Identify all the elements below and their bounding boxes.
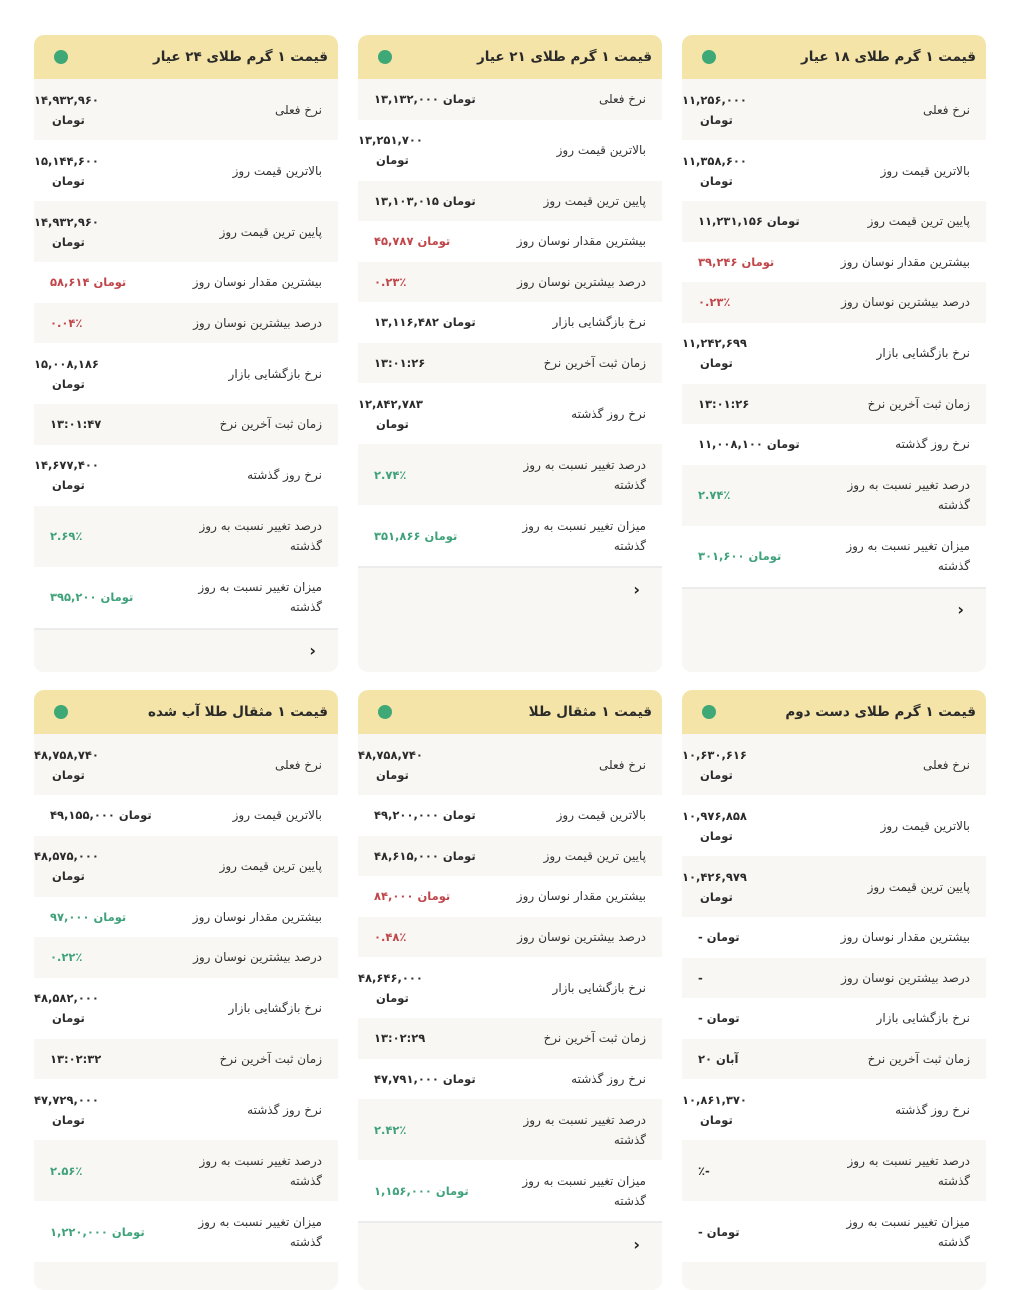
row-value bbox=[34, 455, 164, 495]
value-text: ۱۳,۱۱۶,۴۸۲ تومان bbox=[374, 315, 476, 330]
row-label: درصد تغییر نسبت به روز گذشته bbox=[847, 478, 970, 512]
table-row bbox=[358, 1099, 662, 1160]
table-row bbox=[34, 795, 338, 836]
card-header bbox=[682, 35, 986, 79]
table-row bbox=[682, 384, 986, 425]
table-row bbox=[34, 201, 338, 262]
table-row bbox=[34, 1201, 338, 1262]
value-text: ۴۹,۱۵۵,۰۰۰ تومان bbox=[50, 808, 152, 823]
table-row bbox=[682, 998, 986, 1039]
card-header bbox=[34, 690, 338, 734]
card-title: قیمت ۱ مثقال طلا آب شده bbox=[147, 704, 328, 720]
row-value bbox=[34, 151, 164, 191]
card-footer bbox=[358, 566, 662, 610]
table-row bbox=[34, 506, 338, 567]
table-row bbox=[34, 734, 338, 795]
row-value bbox=[682, 1161, 812, 1181]
table-row bbox=[358, 444, 662, 505]
table-row bbox=[682, 1039, 986, 1080]
value-text: - تومان bbox=[698, 1011, 740, 1026]
table-row bbox=[34, 303, 338, 344]
row-value bbox=[34, 947, 164, 967]
row-value bbox=[358, 231, 488, 251]
table-row bbox=[34, 1140, 338, 1201]
table-row bbox=[682, 424, 986, 465]
value-number: ۴۸,۶۴۶,۰۰۰ bbox=[358, 970, 423, 985]
row-label: نرخ فعلی bbox=[274, 757, 322, 772]
value-text: ۳۹۵,۲۰۰ تومان bbox=[50, 590, 134, 604]
value-text: ۱,۱۵۶,۰۰۰ تومان bbox=[374, 1183, 469, 1198]
chevron-left-icon[interactable]: ‹ bbox=[633, 1234, 640, 1254]
row-value bbox=[34, 313, 164, 333]
value-text: ٪- bbox=[698, 1163, 710, 1178]
chevron-left-icon[interactable]: ‹ bbox=[957, 600, 964, 619]
value-text: ۳۹,۲۴۶ تومان bbox=[698, 254, 775, 269]
table-row bbox=[358, 181, 662, 222]
value-text: ۴۹,۲۰۰,۰۰۰ تومان bbox=[374, 808, 476, 823]
value-unit: تومان bbox=[52, 1112, 85, 1127]
value-text: ۴۵,۷۸۷ تومان bbox=[374, 234, 451, 249]
table-row bbox=[682, 526, 986, 587]
value-text: ۱۱,۲۳۱,۱۵۶ تومان bbox=[698, 214, 800, 229]
row-label: بالاترین قیمت روز bbox=[556, 143, 646, 157]
row-value bbox=[682, 434, 812, 454]
row-label: نرخ روز گذشته bbox=[571, 1071, 646, 1086]
row-label: زمان ثبت آخرین نرخ bbox=[219, 1051, 322, 1066]
table-row bbox=[682, 958, 986, 999]
row-value bbox=[682, 1222, 812, 1242]
row-value bbox=[682, 1008, 812, 1028]
table-row bbox=[358, 1160, 662, 1221]
table-row bbox=[34, 79, 338, 140]
value-text: ۰.۲۲٪ bbox=[50, 950, 83, 965]
value-text: ۳۰۱,۶۰۰ تومان bbox=[698, 549, 782, 563]
status-dot-icon bbox=[54, 705, 68, 719]
row-label: نرخ بازگشایی بازار bbox=[228, 1001, 322, 1015]
row-value bbox=[682, 968, 812, 988]
value-number: ۱۰,۹۷۶,۸۵۸ bbox=[682, 808, 747, 823]
value-text: ۵۸,۶۱۴ تومان bbox=[50, 275, 127, 290]
row-label: میزان تغییر نسبت به روز گذشته bbox=[198, 580, 322, 614]
table-row bbox=[358, 383, 662, 444]
row-value bbox=[358, 886, 488, 906]
card-melted-gold bbox=[34, 690, 338, 1290]
value-unit: تومان bbox=[376, 990, 409, 1005]
value-number: ۱۵,۰۰۸,۱۸۶ bbox=[34, 356, 99, 371]
card-header bbox=[358, 35, 662, 79]
row-value bbox=[34, 1222, 164, 1242]
row-value bbox=[358, 805, 488, 825]
row-value bbox=[682, 546, 812, 566]
table-row bbox=[682, 1201, 986, 1262]
value-text: ۰.۴۸٪ bbox=[374, 929, 407, 944]
value-number: ۱۴,۹۳۲,۹۶۰ bbox=[34, 214, 99, 229]
row-value bbox=[34, 90, 164, 130]
value-text: ۲۰ آبان bbox=[698, 1051, 739, 1066]
row-label: نرخ بازگشایی بازار bbox=[552, 315, 646, 330]
row-label: زمان ثبت آخرین نرخ bbox=[867, 1051, 970, 1066]
row-value bbox=[358, 312, 488, 332]
table-row bbox=[682, 465, 986, 526]
table-row bbox=[34, 567, 338, 628]
row-label: نرخ فعلی bbox=[598, 92, 646, 107]
value-unit: تومان bbox=[700, 1112, 733, 1127]
card-title: قیمت ۱ گرم طلای ۲۱ عیار bbox=[476, 49, 652, 65]
row-value bbox=[682, 292, 812, 312]
row-value bbox=[358, 272, 488, 292]
value-text: ۲.۵۶٪ bbox=[50, 1163, 83, 1178]
value-text: ۲.۴۲٪ bbox=[374, 1122, 407, 1137]
card-gold-24k bbox=[34, 35, 338, 672]
value-text: ۱۳:۰۱:۴۷ bbox=[50, 417, 102, 432]
table-row bbox=[358, 734, 662, 795]
value-unit: تومان bbox=[52, 173, 85, 188]
row-label: بالاترین قیمت روز bbox=[880, 818, 970, 833]
row-value bbox=[682, 485, 812, 505]
value-unit: تومان bbox=[376, 767, 409, 782]
row-value bbox=[358, 745, 488, 785]
card-header bbox=[682, 690, 986, 734]
row-value bbox=[34, 354, 164, 394]
status-dot-icon bbox=[54, 50, 68, 64]
table-row bbox=[682, 323, 986, 384]
row-value bbox=[358, 968, 488, 1008]
table-row bbox=[34, 1039, 338, 1080]
card-gold-21k bbox=[358, 35, 662, 672]
row-label: درصد تغییر نسبت به روز گذشته bbox=[523, 457, 646, 492]
value-number: ۴۸,۵۸۲,۰۰۰ bbox=[34, 991, 99, 1005]
value-text: ۱۳:۰۱:۲۶ bbox=[374, 355, 426, 370]
status-dot-icon bbox=[378, 705, 392, 719]
row-label: میزان تغییر نسبت به روز گذشته bbox=[846, 539, 970, 573]
table-row bbox=[34, 262, 338, 303]
row-value bbox=[682, 151, 812, 191]
value-text: ۱۳,۱۳۲,۰۰۰ تومان bbox=[374, 92, 476, 107]
row-label: درصد بیشترین نوسان روز bbox=[841, 970, 970, 985]
row-label: بالاترین قیمت روز bbox=[232, 808, 322, 823]
row-label: درصد بیشترین نوسان روز bbox=[193, 315, 322, 330]
row-label: درصد بیشترین نوسان روز bbox=[517, 274, 646, 289]
row-value bbox=[34, 1161, 164, 1181]
row-label: نرخ روز گذشته bbox=[571, 406, 646, 421]
row-label: نرخ فعلی bbox=[598, 757, 646, 772]
row-value bbox=[682, 1049, 812, 1069]
row-value bbox=[682, 1090, 812, 1130]
row-label: بیشترین مقدار نوسان روز bbox=[192, 275, 322, 290]
value-text: ۰.۲۳٪ bbox=[698, 295, 731, 310]
row-value bbox=[358, 465, 488, 485]
value-number: ۱۱,۲۴۲,۶۹۹ bbox=[682, 336, 747, 350]
value-text: ۱۱,۰۰۸,۱۰۰ تومان bbox=[698, 437, 800, 452]
table-row bbox=[682, 242, 986, 283]
table-row bbox=[34, 836, 338, 897]
table-row bbox=[358, 302, 662, 343]
value-unit: تومان bbox=[700, 112, 733, 127]
table-row bbox=[358, 262, 662, 303]
table-row bbox=[34, 897, 338, 938]
row-value bbox=[358, 394, 488, 434]
table-row bbox=[682, 201, 986, 242]
value-unit: تومان bbox=[700, 356, 733, 370]
row-label: بیشترین مقدار نوسان روز bbox=[516, 234, 646, 249]
value-number: ۱۲,۸۴۲,۷۸۳ bbox=[358, 396, 423, 411]
table-row bbox=[358, 836, 662, 877]
row-label: پایین ترین قیمت روز bbox=[543, 193, 646, 208]
row-label: درصد تغییر نسبت به روز گذشته bbox=[199, 519, 322, 553]
table-row bbox=[358, 120, 662, 181]
row-value bbox=[358, 1069, 488, 1089]
chevron-left-icon[interactable]: ‹ bbox=[309, 641, 316, 660]
value-number: ۱۴,۹۳۲,۹۶۰ bbox=[34, 92, 99, 107]
row-label: زمان ثبت آخرین نرخ bbox=[219, 417, 322, 432]
row-value bbox=[358, 130, 488, 170]
table-row bbox=[358, 917, 662, 958]
row-label: درصد بیشترین نوسان روز bbox=[517, 929, 646, 944]
value-number: ۱۴,۶۷۷,۴۰۰ bbox=[34, 458, 99, 472]
table-row bbox=[358, 957, 662, 1018]
row-value bbox=[34, 846, 164, 886]
row-label: میزان تغییر نسبت به روز گذشته bbox=[522, 518, 646, 553]
status-dot-icon bbox=[702, 705, 716, 719]
row-label: درصد بیشترین نوسان روز bbox=[841, 295, 970, 310]
table-row bbox=[682, 734, 986, 795]
table-row bbox=[34, 445, 338, 506]
row-label: پایین ترین قیمت روز bbox=[543, 848, 646, 863]
value-text: - تومان bbox=[698, 930, 740, 945]
table-row bbox=[682, 140, 986, 201]
row-label: پایین ترین قیمت روز bbox=[867, 214, 970, 229]
row-value bbox=[682, 211, 812, 231]
table-row bbox=[358, 79, 662, 120]
value-unit: تومان bbox=[52, 376, 85, 391]
row-label: درصد تغییر نسبت به روز گذشته bbox=[199, 1153, 322, 1188]
row-value bbox=[358, 1028, 488, 1048]
row-label: زمان ثبت آخرین نرخ bbox=[867, 396, 970, 411]
row-label: نرخ روز گذشته bbox=[247, 1102, 322, 1117]
value-number: ۱۳,۲۵۱,۷۰۰ bbox=[358, 133, 423, 147]
row-value bbox=[682, 745, 812, 785]
row-label: میزان تغییر نسبت به روز گذشته bbox=[522, 1173, 646, 1208]
row-value bbox=[358, 191, 488, 211]
value-number: ۱۵,۱۴۴,۶۰۰ bbox=[34, 153, 99, 168]
row-value bbox=[34, 414, 164, 434]
value-number: ۱۰,۴۲۶,۹۷۹ bbox=[682, 869, 747, 884]
row-value bbox=[34, 272, 164, 292]
table-row bbox=[34, 937, 338, 978]
table-row bbox=[34, 1079, 338, 1140]
row-value bbox=[358, 526, 488, 546]
card-footer bbox=[34, 628, 338, 672]
value-unit: تومان bbox=[52, 869, 85, 883]
value-text: ۱,۲۲۰,۰۰۰ تومان bbox=[50, 1224, 145, 1239]
value-number: ۴۷,۷۲۹,۰۰۰ bbox=[34, 1092, 99, 1107]
value-text: ۱۳:۰۲:۳۲ bbox=[50, 1051, 102, 1066]
row-label: نرخ بازگشایی بازار bbox=[876, 346, 970, 360]
row-label: درصد تغییر نسبت به روز گذشته bbox=[523, 1112, 646, 1147]
value-number: ۴۸,۷۵۸,۷۴۰ bbox=[358, 747, 423, 762]
row-label: پایین ترین قیمت روز bbox=[219, 224, 322, 239]
card-header bbox=[358, 690, 662, 734]
row-value bbox=[682, 927, 812, 947]
card-mesghal bbox=[358, 690, 662, 1290]
value-text: ۰.۲۳٪ bbox=[374, 274, 407, 289]
status-dot-icon bbox=[702, 50, 716, 64]
row-label: بالاترین قیمت روز bbox=[232, 163, 322, 178]
row-value bbox=[682, 90, 812, 130]
value-text: - تومان bbox=[698, 1224, 740, 1239]
row-value bbox=[358, 846, 488, 866]
row-label: نرخ فعلی bbox=[274, 102, 322, 117]
value-number: ۱۱,۲۵۶,۰۰۰ bbox=[682, 92, 747, 107]
card-header bbox=[34, 35, 338, 79]
row-label: پایین ترین قیمت روز bbox=[219, 859, 322, 873]
row-value bbox=[358, 89, 488, 109]
row-value bbox=[34, 907, 164, 927]
row-label: بیشترین مقدار نوسان روز bbox=[516, 889, 646, 904]
value-number: ۴۸,۷۵۸,۷۴۰ bbox=[34, 747, 99, 762]
value-text: ۲.۶۹٪ bbox=[50, 529, 83, 543]
row-label: بیشترین مقدار نوسان روز bbox=[840, 254, 970, 269]
row-value bbox=[34, 745, 164, 785]
row-label: بیشترین مقدار نوسان روز bbox=[840, 930, 970, 945]
row-label: پایین ترین قیمت روز bbox=[867, 879, 970, 894]
row-label: نرخ روز گذشته bbox=[895, 1102, 970, 1117]
table-row bbox=[682, 1079, 986, 1140]
table-row bbox=[682, 856, 986, 917]
table-row bbox=[682, 79, 986, 140]
value-unit: تومان bbox=[700, 828, 733, 843]
card-title: قیمت ۱ گرم طلای ۲۴ عیار bbox=[152, 49, 328, 65]
value-unit: تومان bbox=[376, 416, 409, 431]
value-text: ۰.۰۴٪ bbox=[50, 315, 83, 330]
row-value bbox=[358, 1120, 488, 1140]
row-value bbox=[358, 1181, 488, 1201]
value-unit: تومان bbox=[52, 112, 85, 127]
table-row bbox=[682, 1140, 986, 1201]
value-number: ۱۰,۶۳۰,۶۱۶ bbox=[682, 747, 747, 762]
value-unit: تومان bbox=[52, 1011, 85, 1025]
status-dot-icon bbox=[378, 50, 392, 64]
value-text: - bbox=[698, 970, 703, 985]
card-title: قیمت ۱ مثقال طلا bbox=[528, 704, 652, 720]
value-text: ۱۳:۰۲:۲۹ bbox=[374, 1031, 426, 1046]
table-row bbox=[358, 505, 662, 566]
table-row bbox=[682, 282, 986, 323]
row-label: زمان ثبت آخرین نرخ bbox=[543, 355, 646, 370]
chevron-left-icon[interactable]: ‹ bbox=[633, 579, 640, 599]
row-value bbox=[34, 526, 164, 546]
row-label: درصد بیشترین نوسان روز bbox=[193, 950, 322, 965]
value-text: ۱۳:۰۱:۲۶ bbox=[698, 396, 750, 411]
card-title: قیمت ۱ گرم طلای ۱۸ عیار bbox=[800, 49, 976, 65]
value-unit: تومان bbox=[52, 478, 85, 492]
value-text: ۴۸,۶۱۵,۰۰۰ تومان bbox=[374, 848, 476, 863]
row-value bbox=[34, 587, 164, 607]
value-text: ۴۷,۷۹۱,۰۰۰ تومان bbox=[374, 1071, 476, 1086]
value-unit: تومان bbox=[700, 767, 733, 782]
row-value bbox=[34, 1049, 164, 1069]
row-label: میزان تغییر نسبت به روز گذشته bbox=[198, 1214, 322, 1249]
table-row bbox=[358, 876, 662, 917]
row-value bbox=[682, 867, 812, 907]
row-label: نرخ روز گذشته bbox=[895, 437, 970, 452]
row-value bbox=[682, 394, 812, 414]
row-label: درصد تغییر نسبت به روز گذشته bbox=[847, 1153, 970, 1188]
table-row bbox=[34, 404, 338, 445]
table-row bbox=[358, 343, 662, 384]
value-unit: تومان bbox=[52, 767, 85, 782]
value-number: ۴۸,۵۷۵,۰۰۰ bbox=[34, 849, 99, 863]
row-label: نرخ بازگشایی بازار bbox=[228, 366, 322, 381]
row-value bbox=[34, 805, 164, 825]
value-text: ۲.۷۴٪ bbox=[698, 488, 731, 502]
row-label: نرخ بازگشایی بازار bbox=[552, 980, 646, 995]
table-row bbox=[682, 795, 986, 856]
row-value bbox=[34, 1090, 164, 1130]
table-row bbox=[358, 795, 662, 836]
row-value bbox=[358, 927, 488, 947]
row-label: بالاترین قیمت روز bbox=[556, 808, 646, 823]
value-unit: تومان bbox=[52, 234, 85, 249]
row-label: نرخ فعلی bbox=[922, 757, 970, 772]
card-title: قیمت ۱ گرم طلای دست دوم bbox=[785, 704, 976, 720]
value-text: ۳۵۱,۸۶۶ تومان bbox=[374, 528, 458, 543]
value-text: ۹۷,۰۰۰ تومان bbox=[50, 909, 127, 924]
table-row bbox=[358, 1018, 662, 1059]
row-label: نرخ فعلی bbox=[922, 102, 970, 117]
card-footer bbox=[358, 1221, 662, 1265]
row-label: میزان تغییر نسبت به روز گذشته bbox=[846, 1214, 970, 1249]
value-text: ۲.۷۴٪ bbox=[374, 467, 407, 482]
table-row bbox=[34, 140, 338, 201]
table-row bbox=[358, 221, 662, 262]
row-value bbox=[358, 353, 488, 373]
row-label: بیشترین مقدار نوسان روز bbox=[192, 909, 322, 924]
value-number: ۱۱,۳۵۸,۶۰۰ bbox=[682, 153, 747, 168]
table-row bbox=[682, 917, 986, 958]
table-row bbox=[34, 343, 338, 404]
table-row bbox=[358, 1059, 662, 1100]
card-footer bbox=[682, 587, 986, 631]
card-gold-18k bbox=[682, 35, 986, 672]
value-unit: تومان bbox=[700, 889, 733, 904]
row-value bbox=[682, 252, 812, 272]
row-label: نرخ روز گذشته bbox=[247, 468, 322, 482]
value-text: ۱۳,۱۰۳,۰۱۵ تومان bbox=[374, 193, 476, 208]
row-value bbox=[682, 806, 812, 846]
row-value bbox=[34, 212, 164, 252]
table-row bbox=[34, 978, 338, 1039]
value-text: ۸۴,۰۰۰ تومان bbox=[374, 889, 451, 904]
row-value bbox=[682, 333, 812, 373]
row-value bbox=[34, 988, 164, 1028]
value-unit: تومان bbox=[376, 153, 409, 167]
row-label: بالاترین قیمت روز bbox=[880, 163, 970, 178]
row-label: زمان ثبت آخرین نرخ bbox=[543, 1031, 646, 1046]
value-unit: تومان bbox=[700, 173, 733, 188]
row-label: نرخ بازگشایی بازار bbox=[876, 1011, 970, 1026]
value-number: ۱۰,۸۶۱,۳۷۰ bbox=[682, 1092, 747, 1107]
card-gold-used bbox=[682, 690, 986, 1290]
